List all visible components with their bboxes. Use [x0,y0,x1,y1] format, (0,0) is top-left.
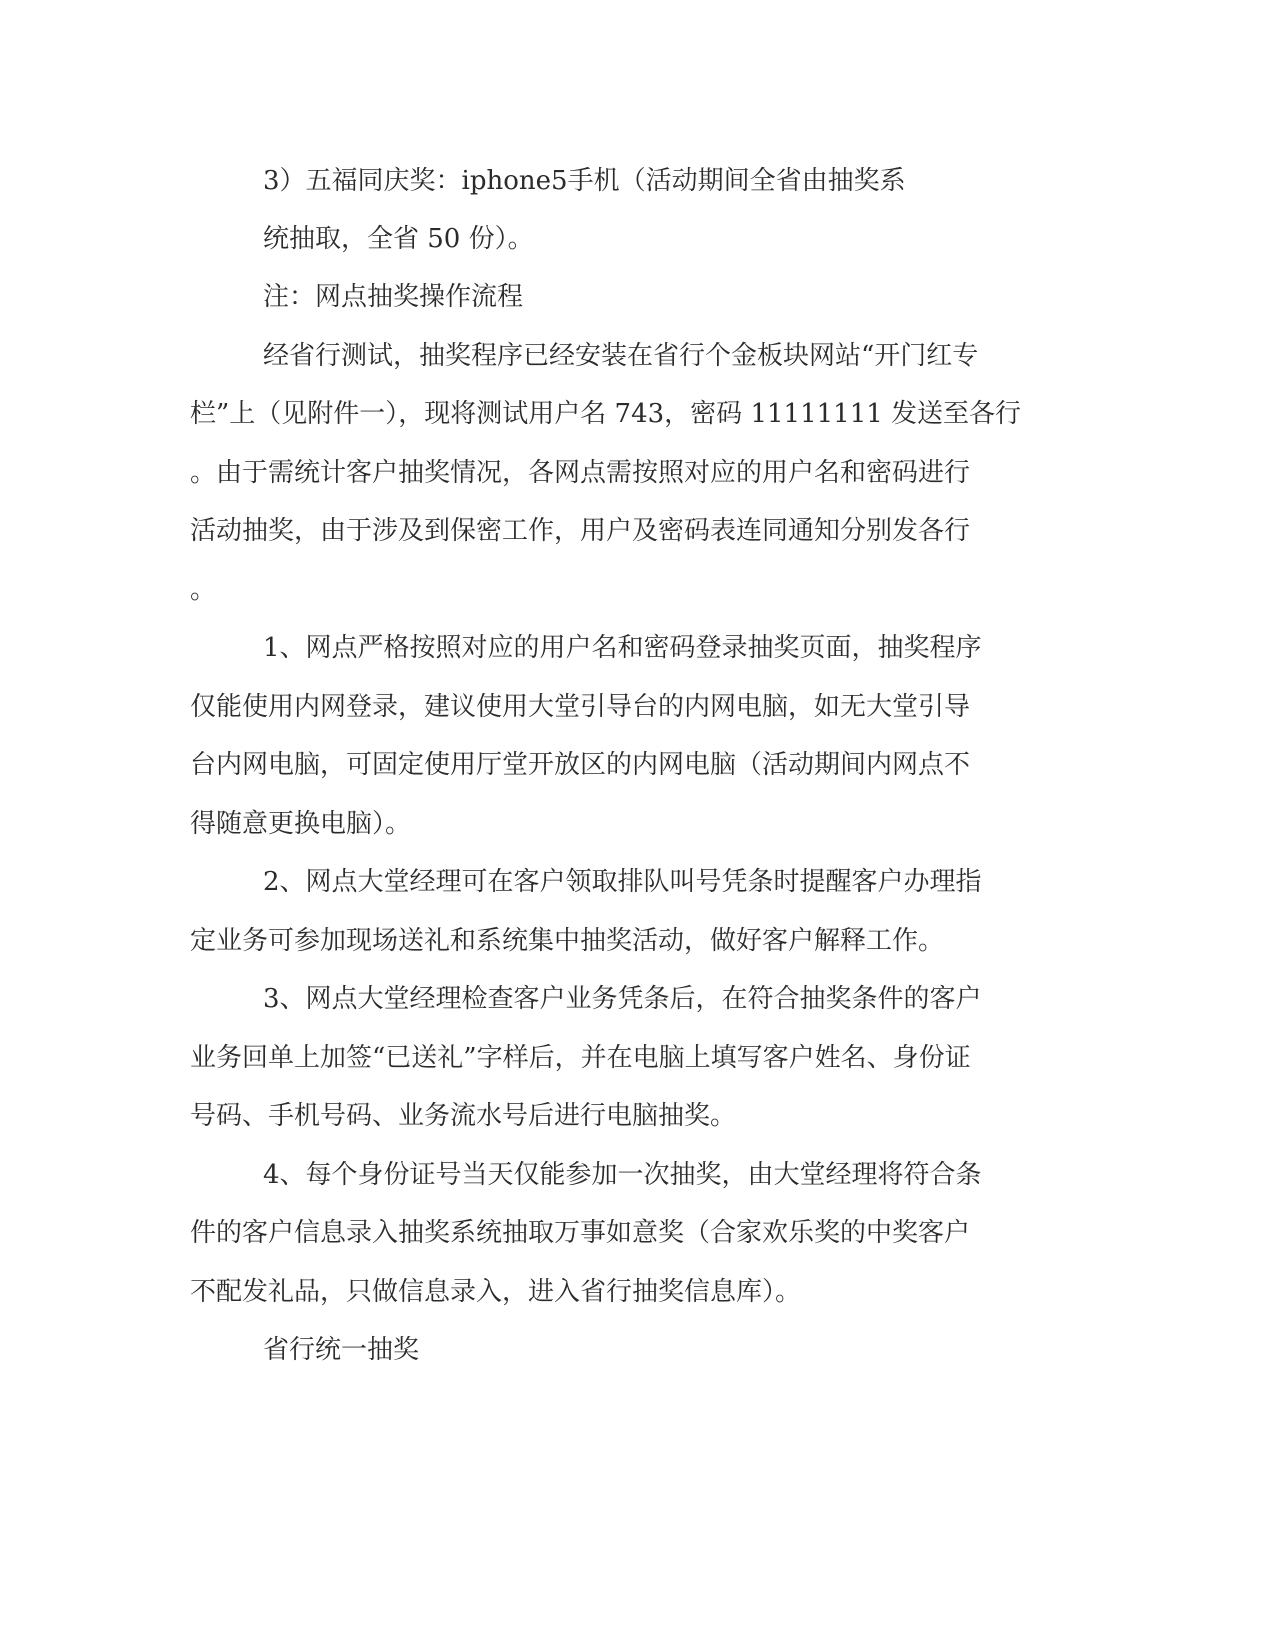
step-4-line: 件的客户信息录入抽奖系统抽取万事如意奖（合家欢乐奖的中奖客户 [190,1218,971,1248]
section-heading: 省行统一抽奖 [263,1335,420,1365]
paragraph-line: 。由于需统计客户抽奖情况，各网点需按照对应的用户名和密码进行 [190,458,971,488]
prize-line-1: 3）五福同庆奖：iphone5手机（活动期间全省由抽奖系 [263,166,906,196]
step-1-line: 台内网电脑，可固定使用厅堂开放区的内网电脑（活动期间内网点不 [190,750,971,780]
step-1-line: 1、网点严格按照对应的用户名和密码登录抽奖页面，抽奖程序 [263,633,982,663]
step-4-line: 4、每个身份证号当天仅能参加一次抽奖，由大堂经理将符合条 [263,1160,982,1190]
step-4-line: 不配发礼品，只做信息录入，进入省行抽奖信息库）。 [190,1277,802,1307]
step-1-line: 仅能使用内网登录，建议使用大堂引导台的内网电脑，如无大堂引导 [190,692,971,722]
step-3-line: 业务回单上加签“已送礼”字样后，并在电脑上填写客户姓名、身份证 [190,1043,971,1073]
paragraph-line: 活动抽奖，由于涉及到保密工作，用户及密码表连同通知分别发各行 [190,516,971,546]
step-3-line: 3、网点大堂经理检查客户业务凭条后，在符合抽奖条件的客户 [263,984,982,1014]
paragraph-line: 经省行测试，抽奖程序已经安装在省行个金板块网站“开门红专 [263,341,979,371]
note-heading: 注：网点抽奖操作流程 [263,282,524,312]
step-2-line: 2、网点大堂经理可在客户领取排队叫号凭条时提醒客户办理指 [263,867,982,897]
prize-line-2: 统抽取，全省 50 份）。 [263,224,534,254]
step-1-line: 得随意更换电脑）。 [190,809,412,839]
step-2-line: 定业务可参加现场送礼和系统集中抽奖活动，做好客户解释工作。 [190,926,945,956]
paragraph-line: 栏”上（见附件一），现将测试用户名 743，密码 11111111 发送至各行 [190,399,1022,429]
paragraph-line: 。 [190,575,217,605]
step-3-line: 号码、手机号码、业务流水号后进行电脑抽奖。 [190,1101,737,1131]
